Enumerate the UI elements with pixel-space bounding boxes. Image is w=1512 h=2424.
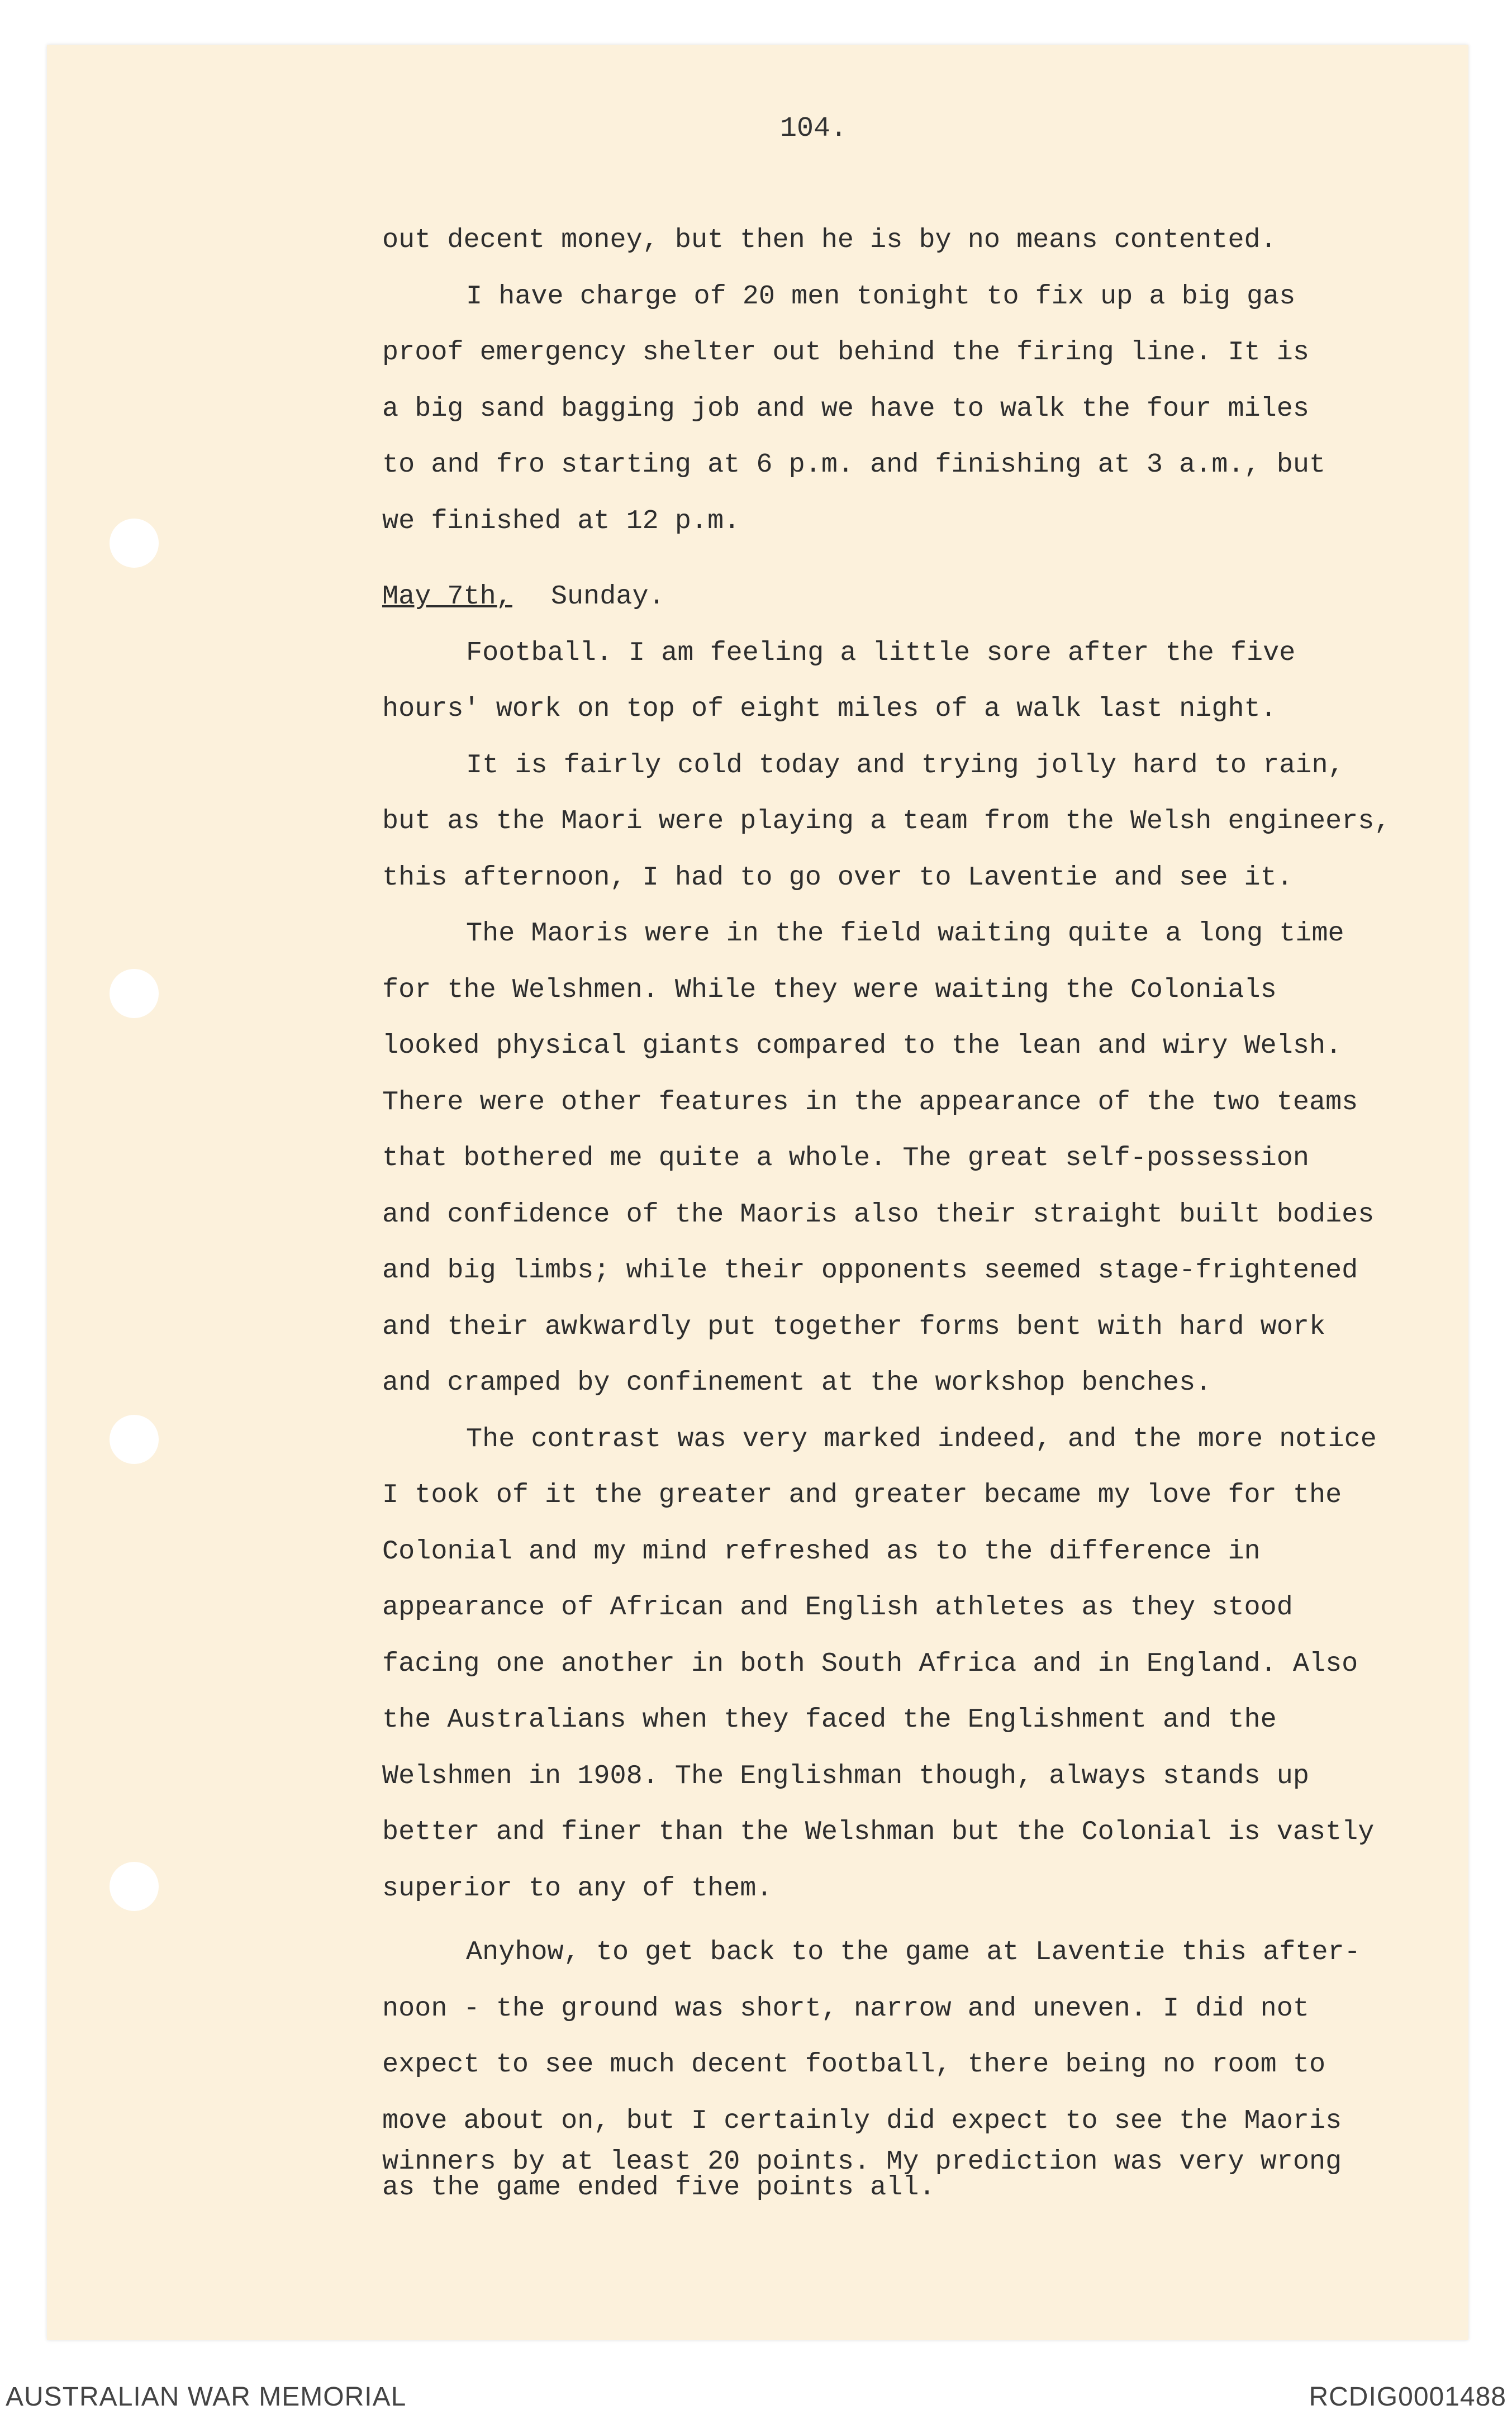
entry-date: May 7th, xyxy=(382,581,512,612)
footer-record-id: RCDIG0001488 xyxy=(1309,2382,1506,2412)
text-line: appearance of African and English athletes as they stood xyxy=(382,1592,1293,1623)
text-line: Welshmen in 1908. The Englishman though, always stands up xyxy=(382,1760,1309,1791)
footer-archive-name: AUSTRALIAN WAR MEMORIAL xyxy=(6,2382,407,2412)
text-line: winners by at least 20 points. My prediction was very wrong xyxy=(382,2146,1342,2177)
text-line: and confidence of the Maoris also their straight built bodies xyxy=(382,1199,1375,1230)
text-line: and big limbs; while their opponents seemed stage-frightened xyxy=(382,1255,1358,1286)
text-line: Colonial and my mind refreshed as to the difference in xyxy=(382,1536,1261,1567)
punch-hole xyxy=(110,519,159,568)
text-line: It is fairly cold today and trying jolly hard to rain, xyxy=(466,749,1344,781)
text-line: but as the Maori were playing a team from the Welsh engineers, xyxy=(382,806,1391,836)
text-line: facing one another in both South Africa and in England. Also xyxy=(382,1648,1358,1679)
text-line: we finished at 12 p.m. xyxy=(382,505,740,536)
text-line: as the game ended five points all. xyxy=(382,2172,935,2203)
text-line: Football. I am feeling a little sore after the five xyxy=(466,637,1296,668)
text-line: and cramped by confinement at the workshop benches. xyxy=(382,1367,1212,1398)
text-line: expect to see much decent football, there being no room to xyxy=(382,2049,1326,2080)
text-line: to and fro starting at 6 p.m. and finishing at 3 a.m., but xyxy=(382,449,1326,480)
text-line: hours' work on top of eight miles of a walk last night. xyxy=(382,693,1277,724)
text-line: better and finer than the Welshman but the Colonial is vastly xyxy=(382,1817,1375,1847)
text-line: out decent money, but then he is by no means contented. xyxy=(382,225,1277,255)
text-line: The contrast was very marked indeed, and the more notice xyxy=(466,1423,1377,1455)
text-line: noon - the ground was short, narrow and uneven. I did not xyxy=(382,1993,1309,2024)
text-line: move about on, but I certainly did expect to see the Maoris xyxy=(382,2105,1342,2136)
document-page xyxy=(47,45,1468,2340)
text-line: looked physical giants compared to the lean and wiry Welsh. xyxy=(382,1030,1342,1061)
page-number: 104. xyxy=(779,113,848,145)
punch-hole xyxy=(110,1415,159,1464)
text-line: The Maoris were in the field waiting quite a long time xyxy=(466,918,1344,949)
text-line: and their awkwardly put together forms bent with hard work xyxy=(382,1311,1326,1342)
text-line: the Australians when they faced the Englishment and the xyxy=(382,1704,1277,1735)
punch-hole xyxy=(110,969,159,1018)
punch-hole xyxy=(110,1862,159,1911)
body-text xyxy=(382,212,1489,2203)
text-line: for the Welshmen. While they were waiting the Colonials xyxy=(382,974,1277,1005)
text-line: superior to any of them. xyxy=(382,1872,773,1904)
date-entry xyxy=(382,569,1489,625)
text-line: I took of it the greater and greater became my love for the xyxy=(382,1480,1342,1510)
text-line: Anyhow, to get back to the game at Laventie this after- xyxy=(466,1937,1361,1967)
text-line: I have charge of 20 men tonight to fix up a big gas xyxy=(466,281,1296,312)
text-line: a big sand bagging job and we have to walk the four miles xyxy=(382,393,1309,424)
text-line: proof emergency shelter out behind the firing line. It is xyxy=(382,337,1309,368)
entry-weekday: Sunday. xyxy=(550,581,665,612)
text-line: There were other features in the appearance of the two teams xyxy=(382,1086,1358,1118)
text-line: that bothered me quite a whole. The great self-possession xyxy=(382,1143,1309,1173)
text-line: this afternoon, I had to go over to Laventie and see it. xyxy=(382,862,1293,893)
